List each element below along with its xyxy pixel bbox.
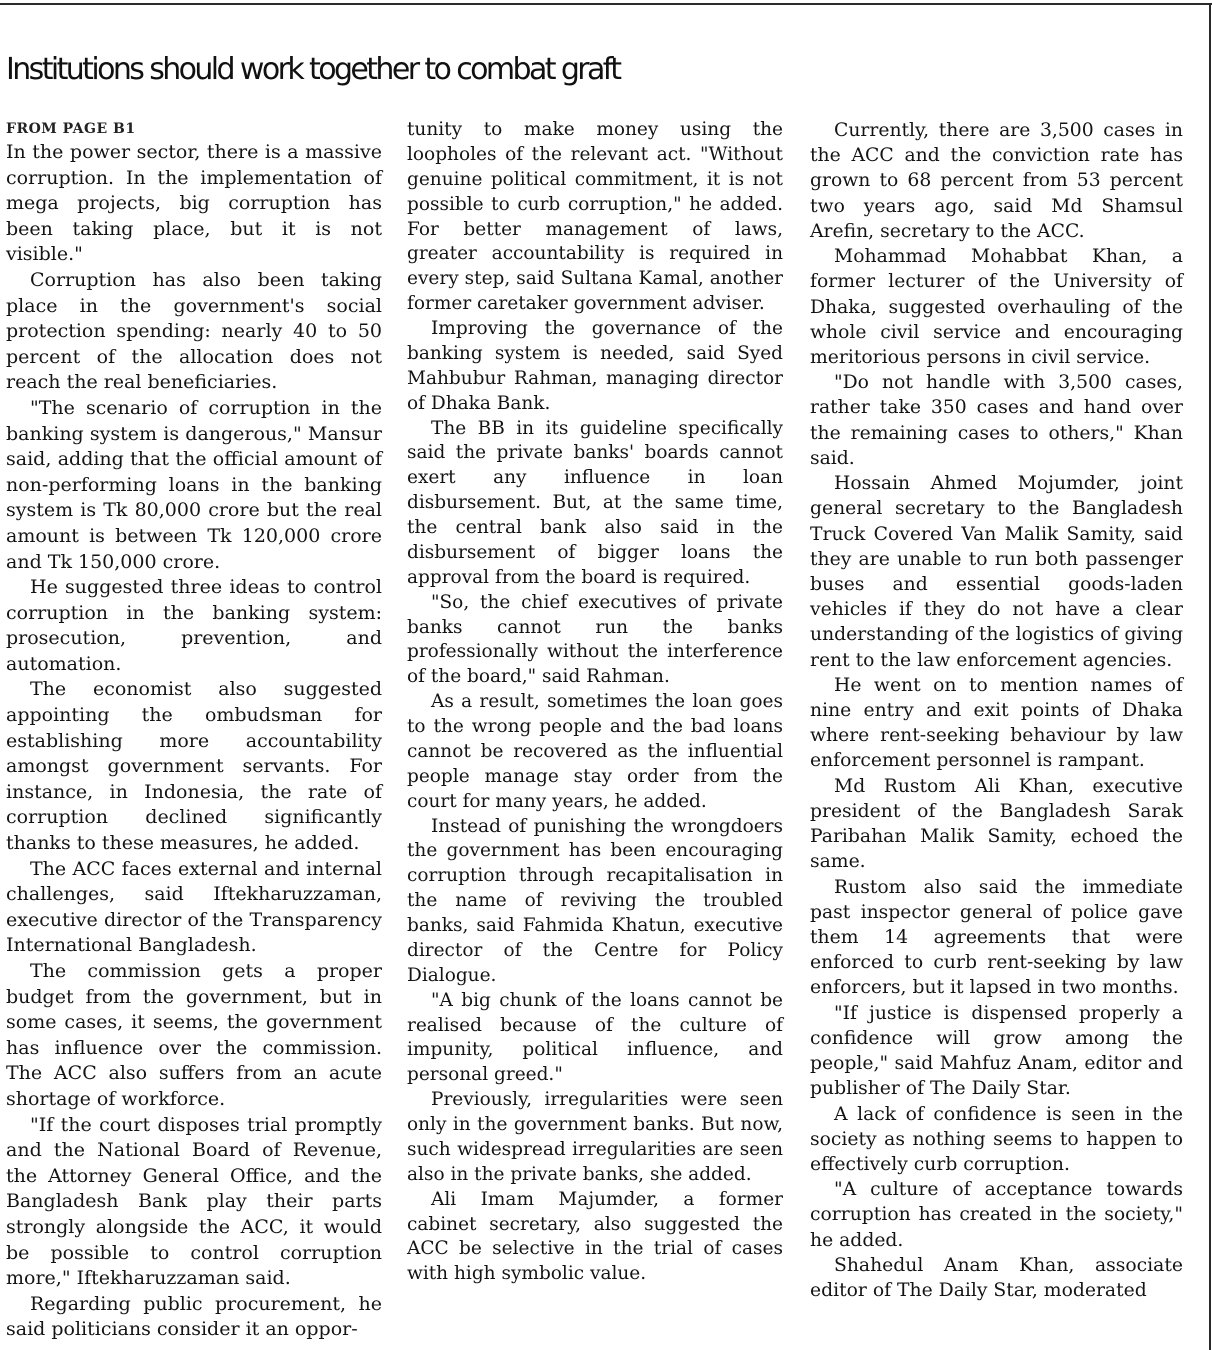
paragraph: The ACC faces external and internal challenges, said Iftekharuzzaman, executive director of the Transparency International Bangladesh. xyxy=(6,857,382,957)
paragraph: "The scenario of corruption in the banking system is dangerous," Mansur said, adding that the official amount of non-performing loans in the banking system is Tk 80,000 crore but the real amount is between Tk 120,000 crore and Tk 150,000 crore. xyxy=(6,396,382,573)
paragraph: "A big chunk of the loans cannot be realised because of the culture of impunity, political influence, and personal greed." xyxy=(407,989,783,1086)
paragraph: Improving the governance of the banking system is needed, said Syed Mahbubur Rahman, managing director of Dhaka Bank. xyxy=(407,318,783,414)
article-column-1 xyxy=(6,118,382,1343)
paragraph: Instead of punishing the wrongdoers the government has been encouraging corruption through recapitalisation in the name of reviving the troubled banks, said Fahmida Khatun, executive director of the Centre for Policy Dialogue. xyxy=(407,815,783,986)
paragraph: Md Rustom Ali Khan, executive president of the Bangladesh Sarak Paribahan Malik Samity, echoed the same. xyxy=(810,775,1183,873)
paragraph: Currently, there are 3,500 cases in the ACC and the conviction rate has grown to 68 percent from 53 percent two years ago, said Md Shamsul Arefin, secretary to the ACC. xyxy=(810,120,1183,242)
jump-kicker: FROM PAGE B1 xyxy=(6,121,136,137)
paragraph: Rustom also said the immediate past inspector general of police gave them 14 agreements that were enforced to curb rent-seeking by law enforcers, but it lapsed in two months. xyxy=(810,876,1183,999)
paragraph: "A culture of acceptance towards corruption has created in the society," he added. xyxy=(810,1179,1183,1251)
paragraph: tunity to make money using the loopholes of the relevant act. "Without genuine political commitment, it is not possible to curb corruption," he added. For better management of laws, greater accountability is required in every step, said Sultana Kamal, another former caretaker government adviser. xyxy=(407,119,783,315)
paragraph: Corruption has also been taking place in the government's social protection spending: nearly 40 to 50 percent of the allocation does not reach the real beneficiaries. xyxy=(6,268,382,394)
headline: Institutions should work together to combat graft xyxy=(6,52,620,87)
article-column-2 xyxy=(407,118,783,1287)
paragraph: "Do not handle with 3,500 cases, rather take 350 cases and hand over the remaining cases to others," Khan said. xyxy=(810,372,1183,469)
paragraph: Mohammad Mohabbat Khan, a former lecturer of the University of Dhaka, suggested overhauling of the whole civil service and encouraging meritorious persons in civil service. xyxy=(810,246,1183,368)
top-rule xyxy=(0,3,1212,5)
paragraph: "So, the chief executives of private banks cannot run the banks professionally without the interference of the board," said Rahman. xyxy=(407,591,783,688)
paragraph: Ali Imam Majumder, a former cabinet secretary, also suggested the ACC be selective in the trial of cases with high symbolic value. xyxy=(407,1188,783,1285)
paragraph: As a result, sometimes the loan goes to the wrong people and the bad loans cannot be recovered as the influential people manage stay order from the court for many years, he added. xyxy=(407,691,783,812)
article-column-3 xyxy=(810,118,1183,1303)
paragraph: He went on to mention names of nine entry and exit points of Dhaka where rent-seeking behaviour by law enforcement personnel is rampant. xyxy=(810,674,1183,772)
paragraph: A lack of confidence is seen in the society as nothing seems to happen to effectively curb corruption. xyxy=(810,1103,1183,1175)
right-column-rule xyxy=(1209,3,1211,1350)
paragraph: Hossain Ahmed Mojumder, joint general secretary to the Bangladesh Truck Covered Van Malik Samity, said they are unable to run both passenger buses and essential goods-laden vehicles if they do not have a clear understanding of the logistics of giving rent to the law enforcement agencies. xyxy=(810,473,1183,671)
paragraph: "If justice is dispensed properly a confidence will grow among the people," said Mahfuz Anam, editor and publisher of The Daily Star. xyxy=(810,1002,1183,1100)
paragraph: Regarding public procurement, he said politicians consider it an oppor- xyxy=(6,1292,382,1341)
paragraph: "If the court disposes trial promptly and the National Board of Revenue, the Attorney General Office, and the Bangladesh Bank play their parts strongly alongside the ACC, it would be possible to control corruption more," Iftekharuzzaman said. xyxy=(6,1113,382,1290)
paragraph: The economist also suggested appointing the ombudsman for establishing more accountability amongst government servants. For instance, in Indonesia, the rate of corruption declined significantly thanks to these measures, he added. xyxy=(6,678,382,855)
paragraph: Shahedul Anam Khan, associate editor of The Daily Star, moderated xyxy=(810,1254,1183,1302)
paragraph: The commission gets a proper budget from the government, but in some cases, it seems, the government has influence over the commission. The ACC also suffers from an acute shortage of workforce. xyxy=(6,960,382,1110)
paragraph: The BB in its guideline specifically said the private banks' boards cannot exert any influence in loan disbursement. But, at the same time, the central bank also said in the disbursement of bigger loans the approval from the board is required. xyxy=(407,417,783,588)
paragraph: He suggested three ideas to control corruption in the banking system: prosecution, prevention, and automation. xyxy=(6,576,382,675)
paragraph: Previously, irregularities were seen only in the government banks. But now, such widespread irregularities are seen also in the private banks, she added. xyxy=(407,1089,783,1185)
paragraph: In the power sector, there is a massive corruption. In the implementation of mega projects, big corruption has been taking place, but it is not visible." xyxy=(6,141,382,266)
